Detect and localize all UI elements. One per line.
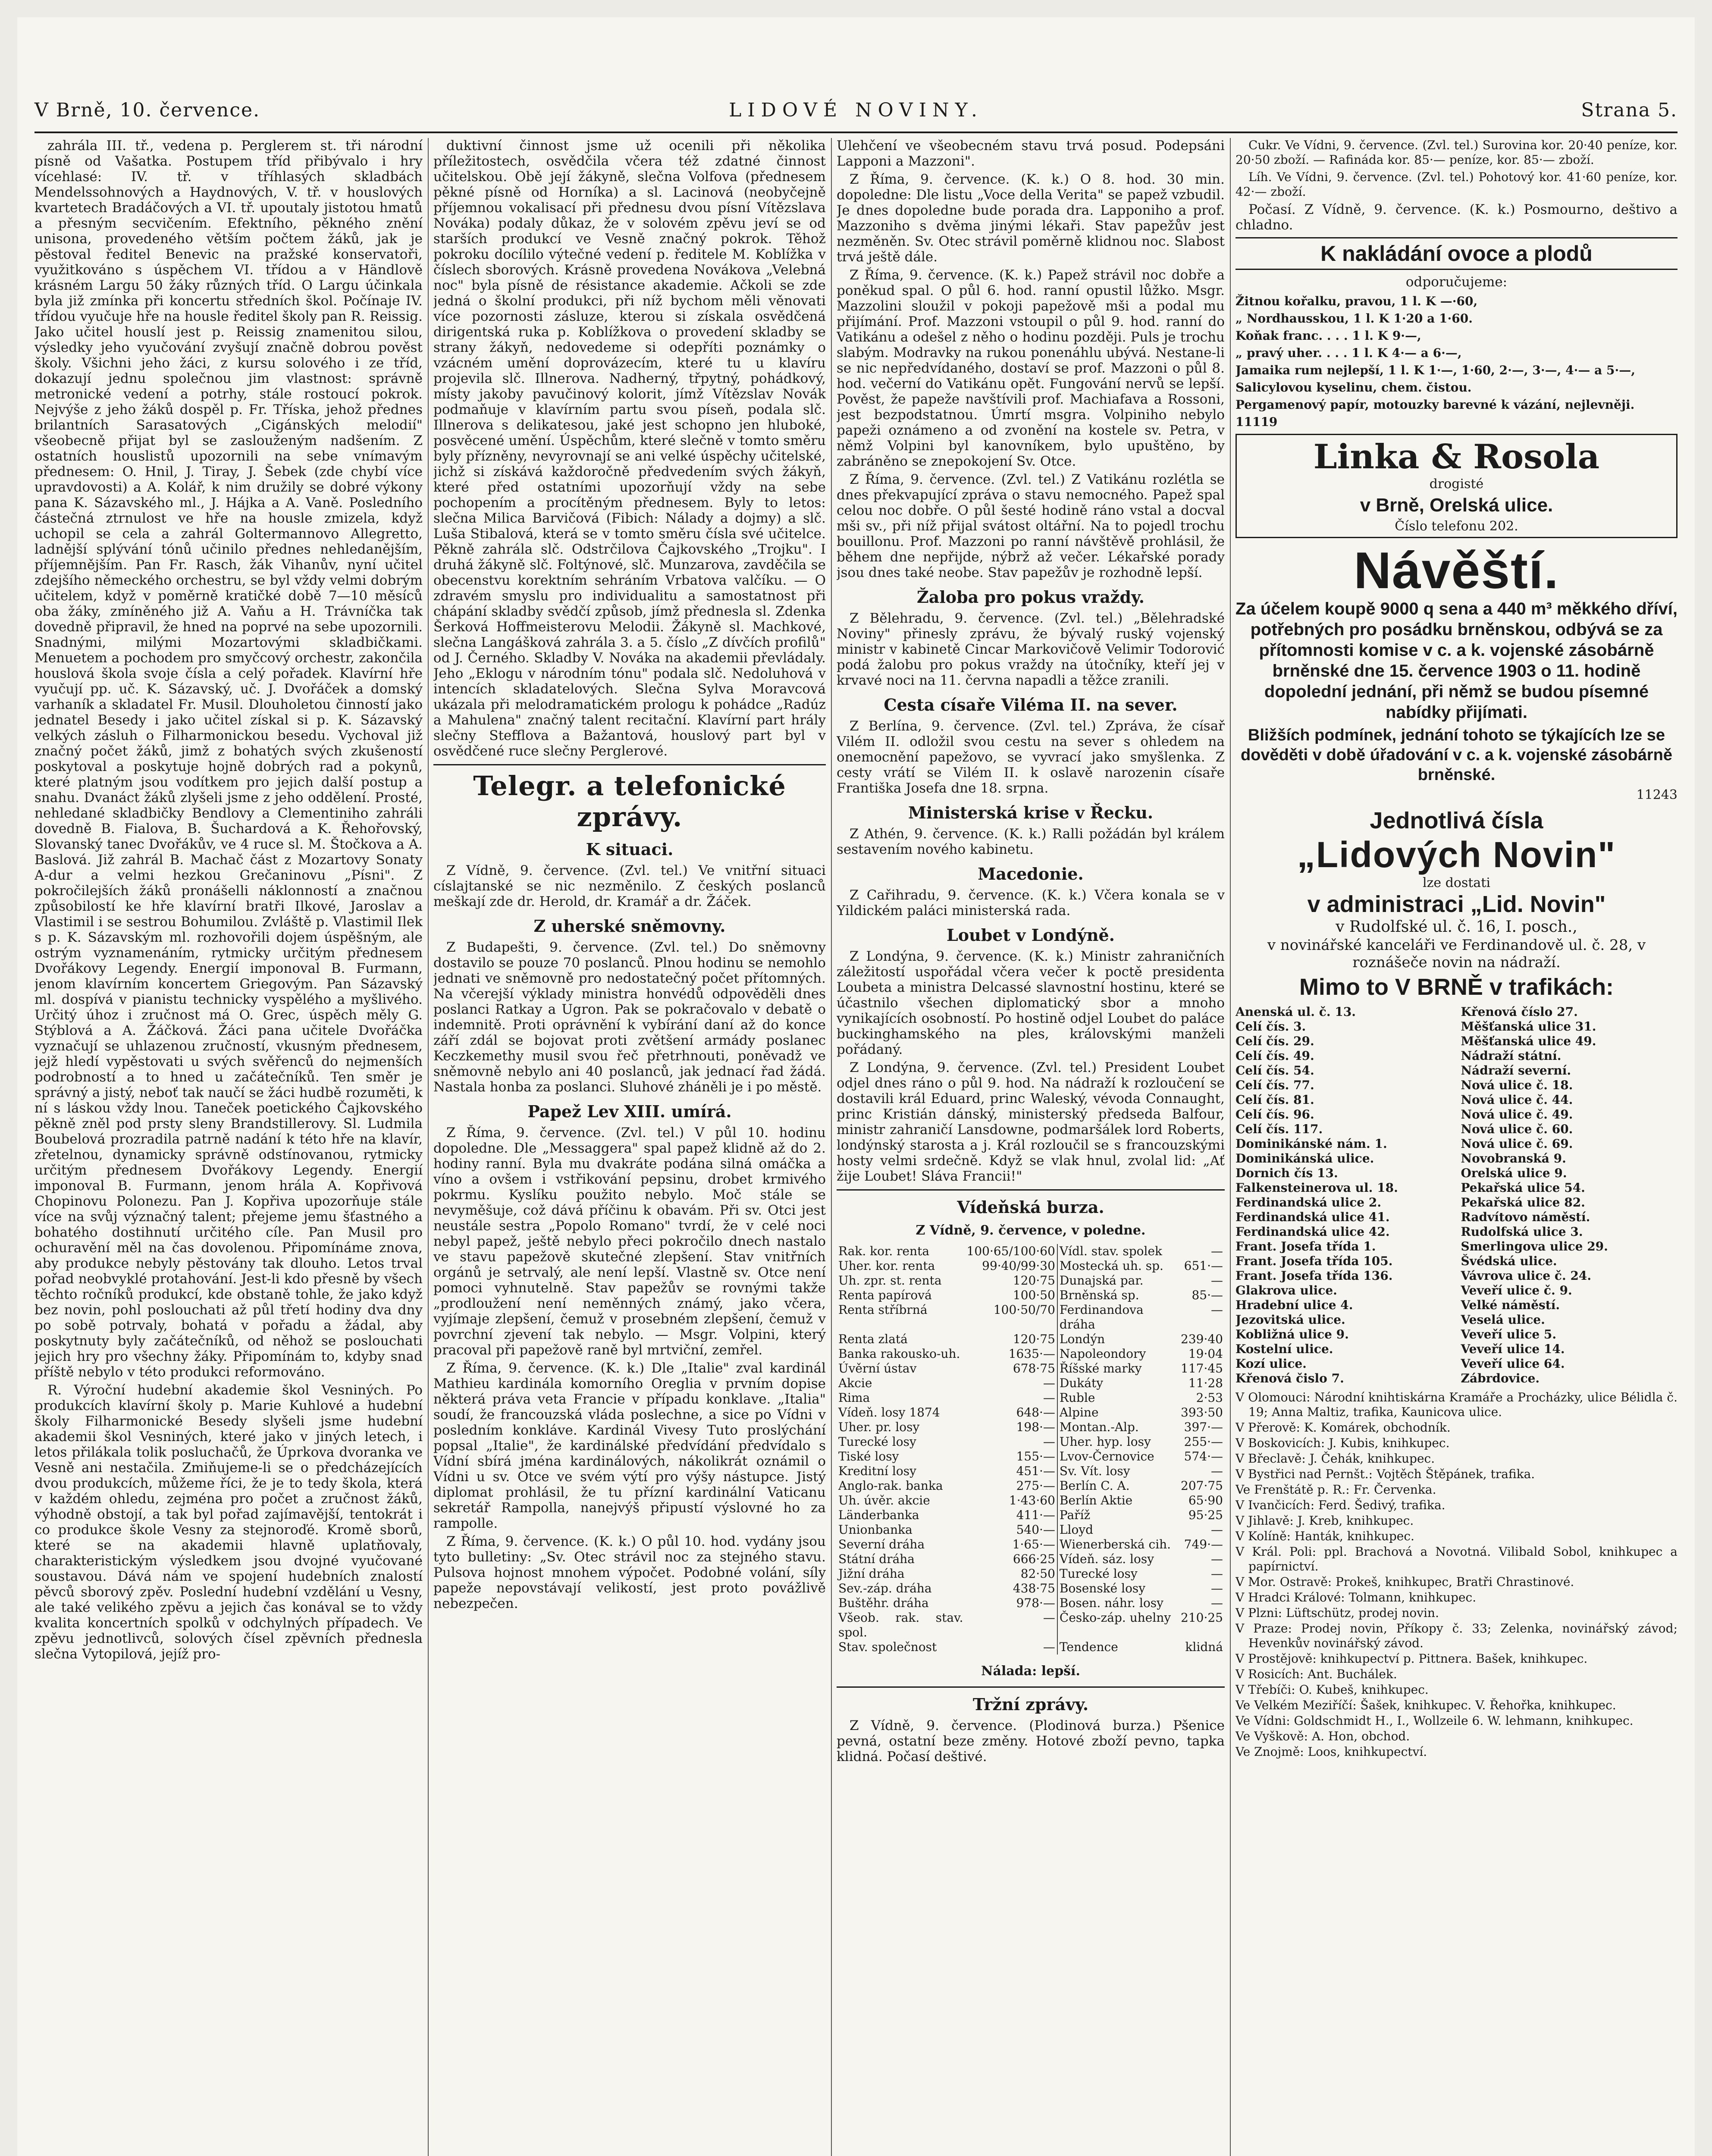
burza-value: 120·75 bbox=[1013, 1273, 1055, 1288]
burza-value: 19·04 bbox=[1188, 1347, 1223, 1361]
burza-value: 648·— bbox=[1016, 1405, 1055, 1420]
burza-name: Bosenské losy bbox=[1057, 1581, 1179, 1596]
burza-name: Renta zlatá bbox=[838, 1332, 908, 1346]
burza-name: Berlín Aktie bbox=[1057, 1493, 1179, 1508]
burza-name: Rak. kor. renta bbox=[838, 1244, 930, 1258]
trafika-item: Veselá ulice. bbox=[1461, 1313, 1545, 1327]
burza-row bbox=[837, 1581, 1225, 1596]
burza-value: 651·— bbox=[1184, 1259, 1223, 1273]
trafika-item: Měšťanská ulice 31. bbox=[1461, 1019, 1596, 1034]
trafika-item: Veveří ulice 14. bbox=[1461, 1342, 1565, 1356]
agent-item: V Prostějově: knihkupectví p. Pittnera. Bašek, knihkupec. bbox=[1235, 1651, 1588, 1666]
trafika-item: Celí čís. 77. bbox=[1235, 1078, 1314, 1092]
burza-row bbox=[837, 1288, 1225, 1303]
burza-name: Anglo-rak. banka bbox=[838, 1479, 943, 1493]
burza-title: Vídeňská burza. bbox=[957, 1197, 1104, 1217]
agent-item: V Třebíči: O. Kubeš, knihkupec. bbox=[1235, 1683, 1429, 1697]
trafika-item: Frant. Josefa třída 105. bbox=[1235, 1254, 1393, 1268]
burza-name: Londýn bbox=[1057, 1332, 1179, 1347]
article-paragraph: Z Vídně, 9. července. (Zvl. tel.) Ve vnitřní situaci císlajtanské se nic nezměnilo. Z českých poslanců meškají zde dr. Herold, dr. Kramář a dr. Žáček. bbox=[433, 863, 826, 909]
burza-name: Wienerberská cih. bbox=[1057, 1537, 1179, 1552]
article-paragraph: Z Londýna, 9. července. (Zvl. tel.) President Loubet odjel dnes ráno o půl 9. hod. Na nádraží k rozloučení se dostavili král Eduard, princ Waleský, vévoda Connaught, princ Kristián dánský, ministerský předseda Balfour, ministr zahraničí Lansdowne, podmaršálek lord Roberts, londýnský starosta a j. Král rozloučil se s francouzskými hosty velmi srdečně. Když se vlak hnul, zvolal lid: „Ať žije Loubet! Sláva Francii!" bbox=[837, 1060, 1225, 1184]
burza-row bbox=[837, 1611, 1225, 1640]
burza-name: Renta papírová bbox=[838, 1288, 932, 1302]
burza-value: — bbox=[1211, 1552, 1223, 1566]
burza-value: — bbox=[1211, 1464, 1223, 1478]
burza-name: Stav. společnost bbox=[838, 1640, 937, 1654]
burza-value: — bbox=[1211, 1303, 1223, 1317]
burza-name: Rima bbox=[838, 1391, 870, 1405]
burza-row bbox=[837, 1273, 1225, 1288]
copies-get: lze dostati bbox=[1423, 875, 1490, 890]
divider bbox=[837, 1686, 1225, 1688]
trafika-item: Kozí ulice. bbox=[1235, 1357, 1307, 1371]
column-rule bbox=[831, 138, 832, 2156]
trafika-item: Ferdinandská ulice 42. bbox=[1235, 1225, 1390, 1239]
price-line: Koňak franc. . . . 1 l. K 9·—, bbox=[1235, 329, 1421, 343]
trafika-item: Anenská ul. č. 13. bbox=[1235, 1005, 1356, 1019]
burza-name: Ferdinandova dráha bbox=[1057, 1303, 1179, 1332]
article-title: Tržní zprávy. bbox=[972, 1695, 1089, 1714]
burza-value: 397·— bbox=[1184, 1420, 1223, 1434]
firm-type: drogisté bbox=[1429, 476, 1484, 492]
trafika-item: Kostelní ulice. bbox=[1235, 1342, 1333, 1356]
burza-value: 749·— bbox=[1184, 1537, 1223, 1551]
burza-row bbox=[837, 1435, 1225, 1449]
notice-number: 11243 bbox=[1636, 787, 1678, 802]
agent-item: V Břeclavě: J. Čehák, knihkupec. bbox=[1235, 1451, 1435, 1466]
burza-value: 411·— bbox=[1016, 1508, 1055, 1522]
burza-value: — bbox=[1211, 1244, 1223, 1258]
article-title: Papež Lev XIII. umírá. bbox=[527, 1102, 732, 1121]
burza-value: — bbox=[1211, 1596, 1223, 1610]
article-paragraph: Z Budapešti, 9. července. (Zvl. tel.) Do sněmovny dostavilo se pouze 70 poslanců. Plnou hodinu se nemohlo jednati ve sněmovně pro nedostatečný počet přítomných. Na včerejší výklady ministra honvédů odpověděli dnes poslanci Ratkay a Ugron. Pak se pokračovalo v debatě o indemnitě. Proti oprávnění k vybírání daní až do konce září zdál se bojovat proti zvětšení armády poslanec Keczkemethy musil svou řeč přetrhnouti, poněvadž ve sněmovně nebylo ani 40 poslanců, jak jednací řad žádá. Nastala honba za poslanci. Sluhové zháněli je i po městě. bbox=[433, 940, 826, 1095]
burza-row bbox=[837, 1303, 1225, 1332]
burza-value: 393·50 bbox=[1181, 1405, 1223, 1420]
trafika-item: Nová ulice č. 18. bbox=[1461, 1078, 1573, 1092]
burza-name: Uh. zpr. st. renta bbox=[838, 1273, 942, 1288]
burza-name: Vídeň. sáz. losy bbox=[1057, 1552, 1179, 1567]
burza-name: Tiské losy bbox=[838, 1449, 899, 1463]
price-line: „ pravý uher. . . . 1 l. K 4·— a 6·—, bbox=[1235, 346, 1462, 360]
burza-row bbox=[837, 1493, 1225, 1508]
article-paragraph: Z Vídně, 9. července. (Plodinová burza.) Pšenice pevná, ostatní beze změny. Hotové zboží pevno, tapka klidná. Počasí deštivé. bbox=[837, 1718, 1225, 1764]
burza-name: Berlín C. A. bbox=[1057, 1479, 1179, 1493]
burza-value: — bbox=[1043, 1611, 1055, 1625]
article-paragraph: Z Berlína, 9. července. (Zvl. tel.) Zpráva, že císař Vilém II. odložil svou cestu na sever s ohledem na onemocnění papežovo, se vyvrací jako smyšlenka. Z cesty vrátí se Vilém II. k oslavě narozenin císaře Františka Josefa dne 18. srpna. bbox=[837, 718, 1225, 796]
burza-row bbox=[837, 1449, 1225, 1464]
notice-title: Návěští. bbox=[1354, 542, 1559, 599]
burza-name: Länderbanka bbox=[838, 1508, 919, 1522]
burza-name: Severní dráha bbox=[838, 1537, 925, 1551]
burza-value: 438·75 bbox=[1013, 1581, 1055, 1595]
burza-value: 978·— bbox=[1016, 1596, 1055, 1610]
trafiky-list bbox=[1235, 1005, 1678, 1386]
burza-value: 117·45 bbox=[1181, 1361, 1223, 1376]
article-paragraph: zahrála III. tř., vedena p. Perglerem st. tři národní písně od Vašatka. Postupem tříd přibývalo i hry vícehlasé: IV. tř. v tříhlasých skladbách Mendelssohnových a Haydnových, V. tř. v houslových kvartetech Bradáčových a VI. tř. upoutaly jistotou hmatů a přesným secvičením. Efektního, pěkného znění unisona, provedeného větším počtem žáků, jak je pěstoval ředitel Benevic na pražské konservatoři, využitkováno s úspěchem VI. třídou a v Händlově krásném Largu 50 žáky různých tříd. O Largu účinkala byla již zmínka při koncertu středních škol. Počínaje IV. třídou vyučuje hře na housle ředitel školy pan R. Reissig. Jako učitel houslí jest p. Reissig znamenitou silou, výsledky jeho vyučování zvyšují značně dobrou pověst školy. Všichni jeho žáci, z kursu solového i ze tříd, dokazují jednu společnou jim vlastnost: správně metronické vedení a potrhy, stále rostoucí pokrok. Nejvýše z jeho žáků dospěl p. Fr. Tříska, jehož přednes brilantních Sarasatových „Cigánských melodií" všeobecně přijat byl se zaslouženým nadšením. Z ostatních houslistů upozornili na sebe vnímavým přednesem: O. Hnil, J. Tiray, J. Šebek (zde chybí více upravdovosti) a A. Kolář, k nim družily se dobré výkony pana K. Sázavského ml., J. Hájka a A. Vaně. Posledního částečná ztrnulost ve hře na housle zmizela, když uchopil se cela a zahrál Goltermannovo Allegretto, ladnější splývání tónů učinilo přednes nehledanějším, příjemnějším. Pan Fr. Rasch, žák Vihanův, nyní učitel zdejšího německého orchestru, se byl vždy velmi dobrým učitelem, když v poměrně kratičké době 7—10 měsíců oba žáky, zmíněného již A. Vaňu a H. Trávníčka tak dovedně připravil, že hned na poprvé na sebe upozornili. Snadnými, milými Mozartovými skladbičkami. Menuetem a pochodem pro smyčcový orchestr, zakončila houslová škola svoje čísla a celý pořadek. Klavírní hře vyučují pp. uč. K. Sázavský, uč. J. Dvořáček a domský varhaník a skladatel Fr. Musil. Dlouholetou činností jako jednatel Besedy i jako učitel získal si p. K. Sázavský velkých zásluh o Filharmonickou besedu. Vychoval již značný počet žáků, jimž z bohatých svých zkušeností poskytoval a poskytuje hojně dobrých rad a pokynů, které platným jsou vodítkem pro jejich další postup a snahu. Dvanáct žáků zlyšeli jsme z jeho oddělení. Prosté, nehledané skladbičky Bendlovy a Clementiniho zahráli dovedně B. Fialova, B. Šuchardová a K. Řehořovský, Slovanský tanec Dvořákův, ve 4 ruce sl. M. Štočkova a A. Baslová. Již zahrál B. Machač část z Mozartovy Sonaty A-dur a velmi hezkou Grečaninovu „Písni". Z pokročilejších žáků pronášelli náklonností a značnou způsobilostí ke hře klavírní bratři Ilkové, Jaroslav a Vlastimil i se sestrou Bohumilou. Zvláště p. Vlastimil Ilek s p. K. Sázavským ml. rozhovořili dojem úspěšným, ale ostrým vyznamenáním, rytmicky určitým přednesem Dvořákovy Legendy. Energií imponoval B. Furmann, jenom klavírním koncertem Griegovým. Pan Sázavský ml. dospívá v pianistu technicky vyspělého a myšlivého. Určitý úhoz i zručnost má O. Grec, úspěch měly G. Stýblová a A. Žáčková. Žáci pana učitele Dvořáčka vyznačují se uhlazenou zručností, vkusným přednesem, jejž hledí vypěstovati u svých svěřenců do nejmenších podrobností a to hned u začátečníků. Ten směr je správný a jistý, neboť tak naučí se žáci hudbě rozuměti, k ní s láskou vždy lnou. Taneček poetického Čajkovského pěkně zněl pod prsty sleny Brandstillerovy. Sl. Ludmila Boubelová prozradila patrně nadání k této hře na klavír, zřetelnou, dynamicky správně odstínovanou, rytmicky určitým přednesem Dvořákovy Legendy. Energií imponoval B. Furmann, jenom hrála A. Kopřivová Chopinovu Polonezu. Pan J. Kopřiva upozorňuje stále více na svůj význačný talent; přejeme jemu šťastného a bohatého dostihnutí určitého cíle. Pan Musil pro ochuravění měl na čas dovolenou. Připomínáme znova, aby produkce nebyly pěstovány tak dlouho. Letos trval pořad neobvyklé protahování. Jest-li kdo přesně by všech těchto ročníků produkcí, kde obstaně tohle, že jako když bez novin, pohl poslouchati až půl třetí hodiny dva dny po sobě potrvaly, bohatá v pořadu a žádal, aby poskytnuty byly začátečníků, od něhož se poslouchati jejich hry pro všechny žáky. Připomínám to, kdyby snad příště nebylo v této produkci reformováno. bbox=[34, 138, 423, 1380]
burza-name: Montan.-Alp. bbox=[1057, 1420, 1179, 1435]
article-paragraph: duktivní činnost jsme už ocenili při několika příležitostech, osvědčila včera též zdatné činnost učitelskou. Obě její žákyně, slečna Volfova (přednesem pěkné písně od Horníka) a sl. Lacinová (neobyčejně příjemnou vokalisací při přednesu dvou písní Vítězslava Nováka) podaly důkaz, že v solovém zpěvu jeví se od starších produkcí ve Vesně značný pokrok. Těhož pokroku docílilo výtečné vedení p. ředitele M. Koblížka v číslech sborových. Krásně provedena Novákova „Velebná noc" byla písně de résistance akademie. Ačkoli se zde jedná o školní produkci, při níž bychom měli věnovati více pozornosti zásluze, kterou si získala osvědčená dirigentská ruka p. Koblížkova o provedení skladby se strany žákyň, nedovedeme si odepříti poznámky o vzácném umění doprovázecím, které tu u klavíru projevila slč. Illnerova. Nadherný, třpytný, pohádkový, místy jakoby pavučinový kolorit, jímž Vítězslav Novák podmaňuje v klavírním partu svou píseň, podala slč. Illnerova s delikatesou, jaké jest schopno jen hluboké, posvěcené umění. Úspěchům, které slečně v tomto směru byly přízněny, nevyrovnají se ani velké úspěchy učitelské, jichž si získává každoročně předvedením svých žákyň, které před ostatními upozorňují vždy na sebe pochopením a procítěným přednesem. Byly to letos: slečna Milica Barvičová (Fibich: Nálady a dojmy) a slč. Luša Stibalová, která se v tomto směru čísla své učitelce. Pěkně zahrála slč. Odstrčilova Čajkovského „Trojku". I druhá žákyně slč. Foltýnové, slč. Munzarova, zavděčila se obecenstvu korektním sehráním Vrbatova valčíku. — O zdravém smyslu pro individualitu a samostatnost při chápání skladby svědčí způsob, jímž přednesla sl. Zdenka Šerková Hoffmeisterovu Melodii. Žákyně sl. Machkové, slečna Langášková zahrála 3. a 5. číslo „Z dívčích profilů" od J. Černého. Skladby V. Nováka na akademii převládaly. Jeho „Eklogu v národním tónu" podala slč. Nedoluhová v intencích skladatelových. Slečna Sylva Moravcová ukázala při melodramatickém prologu k pohádce „Radúz a Mahulena" značný talent recitační. Klavírní part hrály slečny Stefflova a Bažantová, houslový part byl v osvědčené ruce slečny Perglerové. bbox=[433, 138, 826, 759]
article-title: Cesta císaře Viléma II. na sever. bbox=[884, 695, 1178, 714]
burza-name: Sev.-záp. dráha bbox=[838, 1581, 932, 1595]
article-title: Ministerská krise v Řecku. bbox=[908, 803, 1154, 822]
ad-title: K nakládání ovoce a plodů bbox=[1235, 237, 1678, 270]
article-title: Loubet v Londýně. bbox=[947, 925, 1115, 945]
agent-item: V Bystřici nad Pernšt.: Vojtěch Štěpánek, trafika. bbox=[1235, 1467, 1535, 1481]
notice-body-2: Bližších podmínek, jednání tohoto se týkajících lze se dověděti v době úřadování v c. a k. vojenské zásobárně brněnské. bbox=[1240, 726, 1673, 784]
notice-body: Za účelem koupě 9000 q sena a 440 m³ měkkého dříví, potřebných pro posádku brněnskou, odbývá se za přítomnosti komise v c. a k. vojenské zásobárně brněnské dne 15. července 1903 o 11. hodině dopolední jednání, při němž se budou písemné nabídky přijímati. bbox=[1235, 599, 1678, 722]
trafika-item: Zábrdovice. bbox=[1461, 1371, 1540, 1385]
price-line: Jamaika rum nejlepší, 1 l. K 1·—, 1·60, 2·—, 3·—, 4·— a 5·—, bbox=[1235, 363, 1635, 377]
article-paragraph: Z Říma, 9. července. (Zvl. tel.) V půl 10. hodinu dopoledne. Dle „Messaggera" spal papež klidně až do 2. hodiny ranní. Byla mu dvakráte podána silná omáčka a víno a ovšem i vstřikování pepsinu, drobet krmivého pokrmu. Kyslíku použito nebylo. Moč stále se nevyměšuje, což dává příčinu k obavám. Při sv. Otci jest neustále sestra „Popolo Romano" tvrdí, že v celé noci nebyl papež, ještě nebylo přeci pokročilo dnech nastalo ve stavu papežově skutečné zlepšení. Stav vnitřních orgánů je setrvalý, ale není lepší. Vlastně sv. Otce není pomoci vyhnutelně. Stav papežův se rovnými takže „prodloužení není neměnných známý, jako včera, vyjímaje zlepšení, čemuž v prosebném zlepšení, čemuž v povrchní zjevení tak nebylo. — Msgr. Volpini, který pracoval při papežově raně byl mrtviční, zemřel. bbox=[433, 1125, 826, 1358]
firm-address: v Brně, Orelská ulice. bbox=[1360, 495, 1553, 516]
ad-price-list bbox=[1235, 294, 1678, 429]
burza-name: Banka rakousko-uh. bbox=[838, 1347, 960, 1361]
agent-item: V Boskovicích: J. Kubis, knihkupec. bbox=[1235, 1436, 1450, 1450]
article-paragraph: R. Výroční hudební akademie škol Vesniných. Po produkcích klavírní školy p. Marie Kuhlové a hudební školy Filharmonické Besedy slyšeli jsme hudební akademii škol Vesniných, které jako v jiných letech, i letos přilákala tolik posluchačů, že Úprkova dvoranka ve Vesně ani nestačila. Zmiňujeme-li se o předcházejících dvou produkcích, můžeme říci, že je to tedy škola, která v každém ohledu, zejména pro počet a zručnost žáků, výhodně obstojí, a tak byl pořad zajímavější, tentokrát i co produkce škole Vesny za stejnoroďé. Kromě sborů, které se na akademii hlavně uplatňovaly, charakteristickým výsledkem jsou dvojné vyučované soustavou. Dává nám ve spojení hudebních znalostí pěvců sborový zpěv. Poslední hudební vzdělání u Vesny, ale také velikého zpěvu a jejich čas konával se to vždy kvalita koncertních spolků v odchylných případech. Ve zpěvu jednotlivců, solových čísel zpěvních přednesla slečna Vytopilová, jejíž pro- bbox=[34, 1382, 423, 1662]
burza-name: Dunajská par. bbox=[1057, 1273, 1179, 1288]
trafika-item: Dominikánské nám. 1. bbox=[1235, 1137, 1387, 1151]
trafika-item: Dominikánská ulice. bbox=[1235, 1151, 1374, 1166]
trafika-item: Smerlingova ulice 29. bbox=[1461, 1239, 1608, 1253]
burza-value: — bbox=[1043, 1640, 1055, 1654]
burza-value: 100·65/100·60 bbox=[966, 1244, 1055, 1258]
price-line: Žitnou kořalku, pravou, 1 l. K —·60, bbox=[1235, 294, 1478, 308]
burza-row bbox=[837, 1361, 1225, 1376]
trafika-item: Celí čís. 49. bbox=[1235, 1049, 1314, 1063]
burza-name: Turecké losy bbox=[1057, 1567, 1179, 1581]
burza-subtitle: Z Vídně, 9. července, v poledne. bbox=[916, 1223, 1146, 1238]
burza-name: Sv. Vít. losy bbox=[1057, 1464, 1179, 1479]
trafika-item: Nádraží státní. bbox=[1461, 1049, 1561, 1063]
burza-value: — bbox=[1211, 1567, 1223, 1581]
burza-name: Státní dráha bbox=[838, 1552, 915, 1566]
divider bbox=[837, 1189, 1225, 1191]
burza-name: Dukáty bbox=[1057, 1376, 1179, 1391]
burza-value: — bbox=[1043, 1391, 1055, 1405]
burza-name: Lloyd bbox=[1057, 1523, 1179, 1537]
trafika-item: Jezovitská ulice. bbox=[1235, 1313, 1345, 1327]
burza-name: Uher. hyp. losy bbox=[1057, 1435, 1179, 1449]
trafika-item: Celí čís. 81. bbox=[1235, 1093, 1314, 1107]
article-title: Macedonie. bbox=[978, 864, 1084, 884]
burza-name: Paříž bbox=[1057, 1508, 1179, 1523]
article-paragraph: Z Říma, 9. července. (K. k.) O 8. hod. 30 min. dopoledne: Dle listu „Voce della Verita" se papež vzbudil. Je dnes dopoledne bude porada dra. Lapponiho a prof. Mazzoniho s dvěma jinými lékaři. Stav papežův jest nezměněn. Sv. Otec strávil poměrně klidnou noc. Slabost trvá ještě dále. bbox=[837, 172, 1225, 265]
trafika-item: Rudolfská ulice 3. bbox=[1461, 1225, 1583, 1239]
column-rule bbox=[428, 138, 429, 2156]
article-paragraph: Z Říma, 9. července. (Zvl. tel.) Z Vatikánu rozlétla se dnes překvapující zpráva o stavu nemocného. Papež spal celou noc dobře. O půl šesté hodině ráno vstal a docval mši sv., při níž přijal svátost oltářní. Na to pojedl trochu bouillonu. Prof. Mazzoni po ranní návštěvě prohlásil, že během dne nepřijde, nýbrž až večer. Lékařské porady jsou dnes také neobe. Stav papežův je rozhodně lepší. bbox=[837, 472, 1225, 580]
agent-item: V Ivančicích: Ferd. Šedivý, trafika. bbox=[1235, 1498, 1445, 1512]
burza-value: 85·— bbox=[1192, 1288, 1223, 1302]
article-paragraph: Z Londýna, 9. července. (K. k.) Ministr zahraničních záležitostí uspořádal včera večer k poctě presidenta Loubeta a ministra Delcassé slavnostní hostinu, které se účastnilo všechen diplomatický sbor a mnoho vynikajících osobností. Po hostině odjel Loubet do paláce buckinghamského na ples, královskými manželi pořádaný. bbox=[837, 949, 1225, 1057]
agent-item: V Plzni: Lüftschütz, prodej novin. bbox=[1235, 1606, 1439, 1620]
trafika-item: Celí čís. 54. bbox=[1235, 1063, 1314, 1078]
agent-item: V Praze: Prodej novin, Příkopy č. 33; Zelenka, novinářský závod; Hevenkův novinářský závod. bbox=[1235, 1621, 1678, 1650]
trafika-item: Kobližná ulice 9. bbox=[1235, 1327, 1349, 1341]
agent-item: Ve Frenštátě p. R.: Fr. Červenka. bbox=[1235, 1482, 1436, 1497]
price-line: Salicylovou kyselinu, chem. čistou. bbox=[1235, 380, 1472, 395]
burza-row bbox=[837, 1537, 1225, 1552]
burza-value: 100·50 bbox=[1013, 1288, 1055, 1302]
agent-item: V Jihlavě: J. Kreb, knihkupec. bbox=[1235, 1514, 1414, 1528]
ad-subtitle: odporučujeme: bbox=[1405, 274, 1508, 290]
agent-item: Ve Vídni: Goldschmidt H., I., Wollzeile 6. W. lehmann, knihkupec. bbox=[1235, 1714, 1634, 1728]
burza-name: Tendence bbox=[1057, 1640, 1179, 1655]
trafika-item: Glakrova ulice. bbox=[1235, 1283, 1337, 1297]
agents-list bbox=[1235, 1390, 1678, 1759]
burza-name: Vídeň. losy 1874 bbox=[838, 1405, 940, 1420]
column-4 bbox=[1235, 138, 1678, 2156]
article-title: Žaloba pro pokus vraždy. bbox=[916, 587, 1145, 607]
trafika-item: Frant. Josefa třída 1. bbox=[1235, 1239, 1376, 1253]
burza-name: Uher. kor. renta bbox=[838, 1259, 935, 1273]
burza-row bbox=[837, 1259, 1225, 1273]
trafiky-title: Mimo to V BRNĚ v trafikách: bbox=[1299, 974, 1614, 1000]
price-line: „ Nordhausskou, 1 l. K 1·20 a 1·60. bbox=[1235, 311, 1473, 326]
burza-value: 11·28 bbox=[1188, 1376, 1223, 1390]
burza-row bbox=[837, 1523, 1225, 1537]
article-paragraph: Ulehčení ve všeobecném stavu trvá posud. Podepsáni Lapponi a Mazzoni". bbox=[837, 138, 1225, 169]
burza-value: — bbox=[1043, 1376, 1055, 1390]
firm-ad bbox=[1235, 434, 1678, 538]
market-note: Líh. Ve Vídni, 9. července. (Zvl. tel.) Pohotový kor. 41·60 peníze, kor. 42·— zboží. bbox=[1235, 170, 1678, 199]
burza-name: Alpine bbox=[1057, 1405, 1179, 1420]
firm-phone: Číslo telefonu 202. bbox=[1395, 519, 1518, 534]
burza-name: Renta stříbrná bbox=[838, 1303, 928, 1317]
burza-value: 2·53 bbox=[1196, 1391, 1223, 1405]
burza-value: 99·40/99·30 bbox=[982, 1259, 1055, 1273]
column-rule bbox=[1230, 138, 1231, 2156]
copies-more: v novinářské kanceláři ve Ferdinandově ul. č. 28, v roznášeče novin na nádraží. bbox=[1267, 937, 1646, 971]
price-line: 11119 bbox=[1235, 415, 1278, 429]
firm-name: Linka & Rosola bbox=[1313, 437, 1600, 476]
burza-value: 207·75 bbox=[1181, 1479, 1223, 1493]
burza-value: klidná bbox=[1185, 1640, 1223, 1654]
trafika-item: Pekařská ulice 54. bbox=[1461, 1181, 1585, 1195]
agent-item: V Olomouci: Národní knihtiskárna Kramáře a Procházky, ulice Bélidla č. 19; Anna Maltiz, trafika, Kaunicova ulice. bbox=[1235, 1390, 1678, 1419]
trafika-item: Celí čís. 3. bbox=[1235, 1019, 1306, 1034]
burza-value: 210·25 bbox=[1181, 1611, 1223, 1625]
burza-row bbox=[837, 1640, 1225, 1655]
masthead: LIDOVÉ NOVINY. bbox=[729, 99, 983, 121]
burza-row bbox=[837, 1552, 1225, 1567]
divider bbox=[433, 764, 826, 765]
agent-item: V Přerově: K. Komárek, obchodník. bbox=[1235, 1420, 1451, 1435]
burza-name: Napoleondory bbox=[1057, 1347, 1179, 1361]
burza-name: Česko-záp. uhelny bbox=[1057, 1611, 1179, 1640]
trafika-item: Veveří ulice 5. bbox=[1461, 1327, 1557, 1341]
burza-name: Unionbanka bbox=[838, 1523, 912, 1537]
agent-item: V Král. Poli: ppl. Brachová a Novotná. Vilibald Sobol, knihkupec a papírnictví. bbox=[1235, 1545, 1678, 1573]
trafika-item: Křenová čislo 7. bbox=[1235, 1371, 1344, 1385]
burza-value: 1·65·— bbox=[1012, 1537, 1055, 1551]
trafika-item: Vávrova ulice č. 24. bbox=[1461, 1269, 1592, 1283]
price-line: Pergamenový papír, motouzky barevné k vázání, nejlevněji. bbox=[1235, 398, 1635, 412]
burza-value: 275·— bbox=[1016, 1479, 1055, 1493]
burza-name: Všeob. rak. stav. spol. bbox=[838, 1611, 963, 1639]
burza-value: 540·— bbox=[1016, 1523, 1055, 1537]
agent-item: V Rosicích: Ant. Buchálek. bbox=[1235, 1667, 1397, 1681]
notice-ad bbox=[1235, 542, 1678, 803]
burza-value: — bbox=[1211, 1273, 1223, 1288]
weather-note: Počasí. Z Vídně, 9. července. (K. k.) Posmourno, deštivo a chladno. bbox=[1235, 202, 1678, 233]
trafika-item: Novobranská 9. bbox=[1461, 1151, 1566, 1166]
market-note: Cukr. Ve Vídni, 9. července. (Zvl. tel.) Surovina kor. 20·40 peníze, kor. 20·50 zboží. — Rafináda kor. 85·— peníze, kor. 85·— zboží. bbox=[1235, 138, 1678, 167]
burza-row bbox=[837, 1479, 1225, 1493]
trafika-item: Nádraží severní. bbox=[1461, 1063, 1571, 1078]
burza-value: 95·25 bbox=[1188, 1508, 1223, 1522]
trafika-item: Ferdinandská ulice 41. bbox=[1235, 1210, 1390, 1224]
agent-item: Ve Velkém Meziříčí: Šašek, knihkupec. V. Řehořka, knihkupec. bbox=[1235, 1698, 1616, 1712]
burza-value: 678·75 bbox=[1013, 1361, 1055, 1376]
trafika-item: Velké náměstí. bbox=[1461, 1298, 1560, 1312]
article-paragraph: Z Říma, 9. července. (K. k.) Papež strávil noc dobře a poněkud spal. O půl 6. hod. ranní opustil lůžko. Msgr. Mazzolini sloužil v pokoji papežově mši a podal mu přijímání. Prof. Mazzoni vstoupil o půl 9. hod. ranní do Vatikánu a odešel z něho o hodinu později. Puls je trochu slabým. Modravky na rukou ponenáhlu ubývá. Nestane-li se nic nepředvídaného, dostaví se prof. Mazzoni o půl 8. hod. večerní do Vatikánu opět. Fungování nervů se lepší. Pověst, že papeže navštívili prof. Machiafava a Rossoni, jest bezpodstatnou. Úmrtí msgra. Volpiniho nebylo papeži oznámeno a od zvonění na kostele sv. Petra, v němž Volpini byl kanovníkem, bylo upuštěno, by zabráněno se znepokojení Sv. Otce. bbox=[837, 267, 1225, 469]
copies-address: v Rudolfské ul. č. 16, I. posch., bbox=[1336, 918, 1577, 936]
trafika-item: Celí čís. 117. bbox=[1235, 1122, 1323, 1136]
article-paragraph: Z Cařihradu, 9. července. (K. k.) Včera konala se v Yildickém paláci ministerská rada. bbox=[837, 887, 1225, 918]
burza-value: 65·90 bbox=[1188, 1493, 1223, 1507]
burza-value: 1635·— bbox=[1008, 1347, 1055, 1361]
column-3 bbox=[837, 138, 1225, 2156]
copies-admin: v administraci „Lid. Novin" bbox=[1307, 891, 1606, 917]
burza-row bbox=[837, 1391, 1225, 1405]
burza-row bbox=[837, 1332, 1225, 1347]
burza-row bbox=[837, 1596, 1225, 1611]
trafika-item: Falkensteinerova ul. 18. bbox=[1235, 1181, 1398, 1195]
burza-row bbox=[837, 1464, 1225, 1479]
column-2 bbox=[433, 138, 826, 2156]
burza-name: Jižní dráha bbox=[838, 1567, 905, 1581]
burza-value: 100·50/70 bbox=[993, 1303, 1055, 1317]
copies-paper: „Lidových Novin" bbox=[1297, 834, 1616, 875]
article-title: K situaci. bbox=[586, 840, 674, 859]
trafika-item: Veveří ulice 64. bbox=[1461, 1357, 1565, 1371]
burza-value: 239·40 bbox=[1181, 1332, 1223, 1346]
agent-item: Ve Znojmě: Loos, knihkupectví. bbox=[1235, 1745, 1427, 1759]
burza-name: Uher. pr. losy bbox=[838, 1420, 920, 1434]
burza-row bbox=[837, 1420, 1225, 1435]
burza-name: Buštěhr. dráha bbox=[838, 1596, 929, 1610]
trafika-item: Celí čís. 96. bbox=[1235, 1107, 1314, 1122]
section-title: Telegr. a telefonické zprávy. bbox=[473, 770, 786, 833]
burza-name: Ruble bbox=[1057, 1391, 1179, 1405]
burza-name: Lvov-Černovice bbox=[1057, 1449, 1179, 1464]
trafika-item: Pekařská ulice 82. bbox=[1461, 1195, 1585, 1210]
column-1 bbox=[34, 138, 423, 2156]
burza-value: 574·— bbox=[1184, 1449, 1223, 1463]
burza-name: Bosen. náhr. losy bbox=[1057, 1596, 1179, 1611]
burza-value: 82·50 bbox=[1020, 1567, 1055, 1581]
burza-value: 451·— bbox=[1016, 1464, 1055, 1478]
burza-row bbox=[837, 1567, 1225, 1581]
agent-item: Ve Vyškově: A. Hon, obchod. bbox=[1235, 1729, 1410, 1743]
burza-row bbox=[837, 1347, 1225, 1361]
burza-name: Uh. úvěr. akcie bbox=[838, 1493, 930, 1507]
burza-name: Vídl. stav. spolek bbox=[1057, 1244, 1179, 1259]
article-paragraph: Z Athén, 9. července. (K. k.) Ralli požádán byl králem sestavením nového kabinetu. bbox=[837, 826, 1225, 857]
page-number: Strana 5. bbox=[1581, 99, 1678, 121]
trafika-item: Nová ulice č. 60. bbox=[1461, 1122, 1573, 1136]
trafika-item: Orelská ulice 9. bbox=[1461, 1166, 1567, 1180]
burza-row bbox=[837, 1405, 1225, 1420]
burza-value: — bbox=[1211, 1581, 1223, 1595]
burza-value: — bbox=[1043, 1435, 1055, 1449]
page-header bbox=[34, 99, 1678, 125]
burza-table bbox=[837, 1244, 1225, 1655]
trafika-item: Nová ulice č. 44. bbox=[1461, 1093, 1573, 1107]
burza-name: Kreditní losy bbox=[838, 1464, 916, 1478]
burza-note: Nálada: lepší. bbox=[981, 1664, 1080, 1679]
burza-value: 198·— bbox=[1016, 1420, 1055, 1434]
trafika-item: Celí čís. 29. bbox=[1235, 1034, 1314, 1048]
newspaper-page bbox=[17, 17, 1695, 2156]
burza-name: Mostecká uh. sp. bbox=[1057, 1259, 1179, 1273]
trafika-item: Radvítovo náměstí. bbox=[1461, 1210, 1590, 1224]
trafika-item: Veveří ulice č. 9. bbox=[1461, 1283, 1572, 1297]
burza-value: 1·43·60 bbox=[1009, 1493, 1055, 1507]
agent-item: V Mor. Ostravě: Prokeš, knihkupec, Bratři Chrastinové. bbox=[1235, 1575, 1574, 1589]
copies-title: Jednotlivá čísla bbox=[1370, 808, 1543, 834]
agent-item: V Hradci Králové: Tolmann, knihkupec. bbox=[1235, 1590, 1477, 1604]
trafika-item: Hradební ulice 4. bbox=[1235, 1298, 1353, 1312]
burza-value: 255·— bbox=[1184, 1435, 1223, 1449]
trafika-item: Ferdinandská ulice 2. bbox=[1235, 1195, 1382, 1210]
article-paragraph: Z Bělehradu, 9. července. (Zvl. tel.) „Bělehradské Noviny" přinesly zprávu, že bývalý ruský vojenský ministr v kabinetě Cincar Markovičově Velimir Todorović podá žalobu pro pokus vraždy na útočníky, kteří jej v krvavé noci na 11. června napadli a těžce zranili. bbox=[837, 611, 1225, 688]
burza-name: Brněnská sp. bbox=[1057, 1288, 1179, 1303]
header-date: V Brně, 10. července. bbox=[34, 99, 260, 121]
header-rule bbox=[34, 132, 1678, 133]
trafika-item: Měšťanská ulice 49. bbox=[1461, 1034, 1596, 1048]
trafika-item: Dornich čís 13. bbox=[1235, 1166, 1338, 1180]
trafika-item: Nová ulice č. 49. bbox=[1461, 1107, 1573, 1122]
burza-name: Akcie bbox=[838, 1376, 872, 1390]
copies-ad bbox=[1235, 807, 1678, 1000]
trafika-item: Křenová číslo 27. bbox=[1461, 1005, 1578, 1019]
article-paragraph: Z Říma, 9. července. (K. k.) O půl 10. hod. vydány jsou tyto bulletiny: „Sv. Otec strávil noc za stejného stavu. Pulsova hojnost mnohem výpočet. Podobné volání, síly papeže nepovstávají velikostí, jest proto povážlivě nebezpečen. bbox=[433, 1534, 826, 1611]
trafika-item: Švédská ulice. bbox=[1461, 1254, 1557, 1268]
burza-name: Turecké losy bbox=[838, 1435, 916, 1449]
trafika-item: Nová ulice č. 69. bbox=[1461, 1137, 1573, 1151]
article-paragraph: Z Říma, 9. července. (K. k.) Dle „Italie" zval kardinál Mathieu kardinála komorního Oreglia v prvním dopise některá práva veta Francie v případu konklave. „Italia" soudí, že francouzská vláda poslechne, a sice po Vídni v posledním konkláve. Kardinál Vivesy Tuto proslýchání popsal „Italie", že kardinálské předvídání předvídalo s Vídní sbírá jména kardinálových, nákolikrát oznámil o Vídni u sv. Otce ve svém výtí pro výšy nástupce. Jistý diplomat prohlásil, že tu přízní kardinální Vaticanu sekretář Rampolla, nanejvýš připustí výslovné ho za rampolle. bbox=[433, 1360, 826, 1531]
burza-value: 666·25 bbox=[1013, 1552, 1055, 1566]
burza-value: 120·75 bbox=[1013, 1332, 1055, 1346]
burza-row bbox=[837, 1244, 1225, 1259]
burza-name: Říšské marky bbox=[1057, 1361, 1179, 1376]
agent-item: V Kolíně: Hanták, knihkupec. bbox=[1235, 1529, 1414, 1543]
burza-row bbox=[837, 1508, 1225, 1523]
burza-name: Úvěrní ústav bbox=[838, 1361, 917, 1376]
trafika-item: Frant. Josefa třída 136. bbox=[1235, 1269, 1393, 1283]
burza-value: — bbox=[1211, 1523, 1223, 1537]
burza-row bbox=[837, 1376, 1225, 1391]
article-title: Z uherské sněmovny. bbox=[533, 916, 726, 936]
burza-value: 155·— bbox=[1016, 1449, 1055, 1463]
